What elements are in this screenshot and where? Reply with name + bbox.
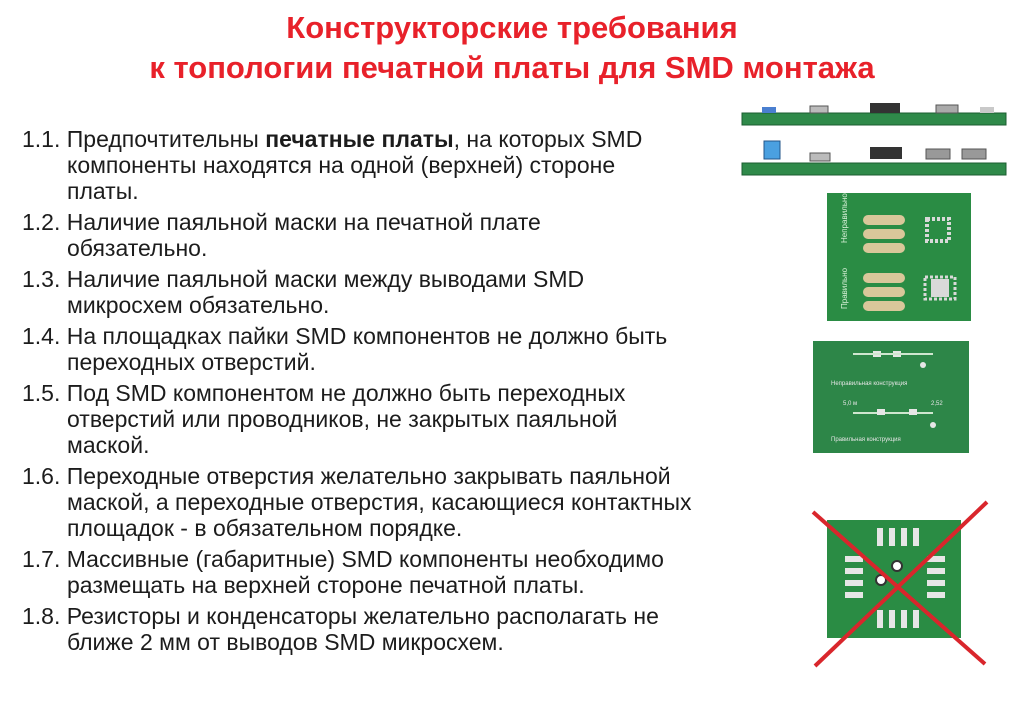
item-text: 1.7. Массивные (габаритные) SMD компоненты необходимо: [22, 546, 664, 572]
item-text: 1.4. На площадках пайки SMD компонентов не должно быть: [22, 323, 668, 349]
board-label-bottom: Правильно: [840, 267, 849, 309]
board-label-bottom: Правильная конструкция: [831, 437, 901, 443]
item-text: микросхем обязательно.: [67, 292, 330, 318]
list-item: [22, 546, 782, 598]
item-text: 1.6. Переходные отверстия желательно закрывать паяльной: [22, 463, 671, 489]
item-text: маской.: [67, 432, 150, 458]
list-item: [22, 209, 782, 261]
slide-title: [0, 8, 1024, 88]
list-item: [22, 266, 782, 318]
list-item: [22, 380, 782, 458]
item-text: , на которых SMD: [453, 126, 643, 152]
annotation-right: 2,52: [931, 401, 943, 407]
solder-pads-board-image: [827, 193, 971, 321]
item-text: 1.1. Предпочтительны: [22, 126, 266, 152]
item-text: 1.5. Под SMD компонентом не должно быть переходных: [22, 380, 626, 406]
requirements-list: [22, 126, 782, 660]
board-label-top: Неправильно: [840, 193, 849, 243]
crossed-out-board-image: [805, 498, 995, 672]
list-item: [22, 323, 782, 375]
item-text: платы.: [67, 178, 139, 204]
item-text: 1.8. Резисторы и конденсаторы желательно располагать не: [22, 603, 659, 629]
item-text: отверстий или проводников, не закрытых паяльной: [67, 406, 618, 432]
list-item: [22, 463, 782, 541]
item-text: ближе 2 мм от выводов SMD микросхем.: [67, 629, 504, 655]
pcb-side-view-image: [740, 95, 1008, 185]
list-item: [22, 603, 782, 655]
item-text: площадок - в обязательном порядке.: [67, 515, 463, 541]
title-line-1: Конструкторские требования: [286, 10, 738, 45]
item-text: компоненты находятся на одной (верхней) стороне: [67, 152, 616, 178]
item-text: 1.2. Наличие паяльной маски на печатной плате: [22, 209, 541, 235]
item-text: переходных отверстий.: [67, 349, 316, 375]
item-emphasis: печатные платы: [265, 126, 454, 152]
title-line-2: к топологии печатной платы для SMD монтажа: [149, 50, 875, 85]
annotation-left: 5,0 м: [843, 401, 858, 407]
list-item: [22, 126, 782, 204]
item-text: размещать на верхней стороне печатной платы.: [67, 572, 585, 598]
item-text: маской, а переходные отверстия, касающиеся контактных: [67, 489, 692, 515]
item-text: 1.3. Наличие паяльной маски между выводами SMD: [22, 266, 585, 292]
board-label-top: Неправильная конструкция: [831, 381, 908, 387]
vias-board-image: [813, 341, 969, 453]
item-text: обязательно.: [67, 235, 208, 261]
